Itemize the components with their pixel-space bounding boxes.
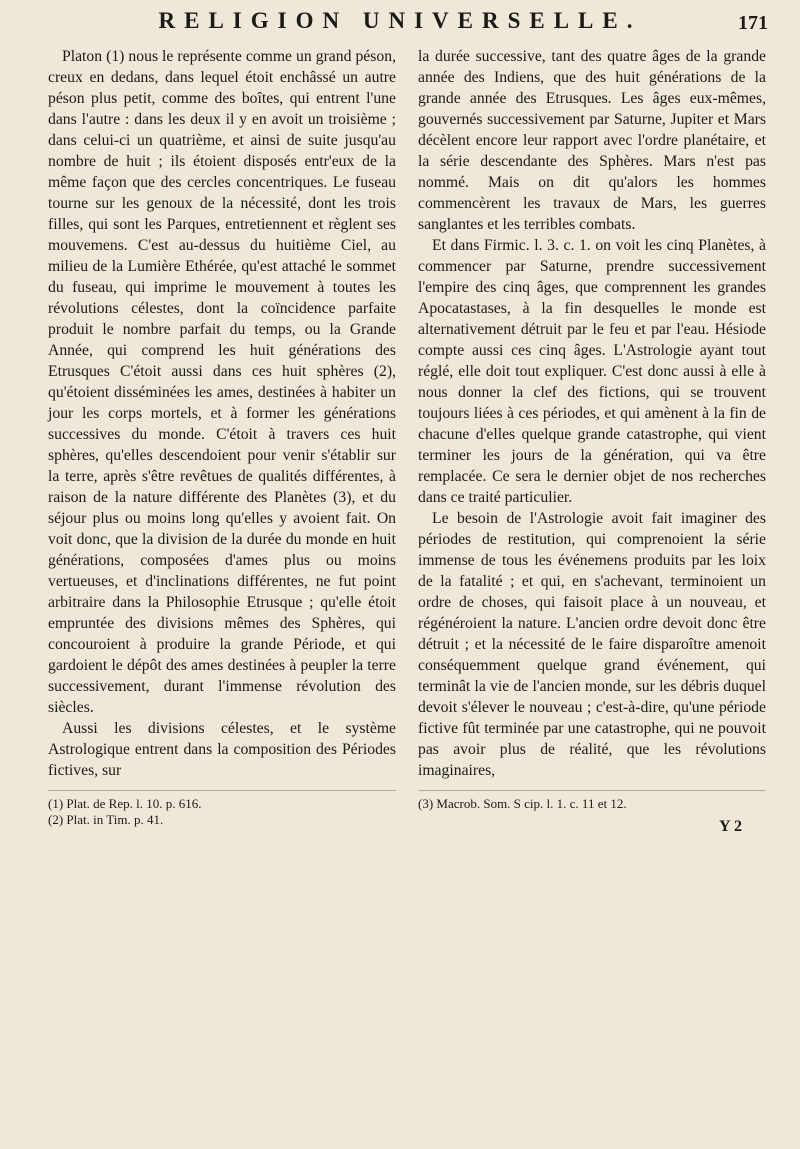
left-paragraph-2: Aussi les divisions célestes, et le système Astrologique entrent dans la composition des Périodes fictives, sur <box>48 720 396 779</box>
left-footnotes <box>48 790 396 828</box>
right-footnotes <box>418 790 766 812</box>
right-paragraph-3: Le besoin de l'Astrologie avoit fait imaginer des périodes de restitution, qui comprenoient la série immense de tous les événemens produits par les loix de la fatalité ; et qui, en s'achevant, terminoient un ordre de choses, qui faisoit place à un nouveau, et régénéroient la nature. L'ancien ordre devoit donc être détruit ; et la nécessité de le faire disparoître amenoit conséquemment quelque grand événement, qui terminât la vie de l'ancien monde, sur les débris duquel devoit s'élever le nouveau ; c'est-à-dire, qu'une période fictive fût terminée par une catastrophe, qui ne pouvoit pas avoir plus de réalité, que les révolutions imaginaires, <box>418 510 766 779</box>
right-paragraph-1: la durée successive, tant des quatre âges de la grande année des Indiens, que des huit générations de la grande année des Etrusques. Les âges eux-mêmes, gouvernés successivement par Saturne, Jupiter et Mars décèlent encore leur rapport avec l'ordre planétaire, et la série descendante des Sphères. Mars n'est pas nommé. Mais on dit qu'alors les hommes commencèrent les travaux de Mars, les guerres sanglantes et les terribles combats. <box>418 48 766 233</box>
right-paragraph-2: Et dans Firmic. l. 3. c. 1. on voit les cinq Planètes, à commencer par Saturne, prendre successivement l'empire des cinq âges, que comprennent les grandes Apocatastases, à la fin desquelles le monde est alternativement détruit par le feu et par l'eau. Hésiode compte aussi ces cinq âges. L'Astrologie ayant tout réglé, elle doit tout expliquer. C'est donc aussi à elle à nous donner la clef des fictions, qui se trouvent toujours liées à ces périodes, et qui amènent à la fin de chacune d'elles quelque grande catastrophe, qui vient terminer les jours de la génération, qui va être remplacée. Ce sera le dernier objet de nos recherches dans ce traité particulier. <box>418 237 766 506</box>
page-number: 171 <box>738 12 768 34</box>
footnote-3: (3) Macrob. Som. S cip. l. 1. c. 11 et 12. <box>418 796 627 811</box>
left-paragraph-1: Platon (1) nous le représente comme un grand péson, creux en dedans, dans lequel étoit enchâssé un autre péson plus petit, comme des boîtes, qui entrent l'une dans l'autre : dans les deux il y en avoit un troisième ; dans celui-ci un quatrième, et ainsi de suite jusqu'au nombre de huit ; ils étoient disposés entr'eux de la même façon que des cercles concentriques. Le fuseau tourne sur les genoux de la nécessité, dont les trois filles, qui sont les Parques, entretiennent et règlent ses mouvemens. C'est au-dessus du huitième Ciel, au milieu de la Lumière Ethérée, qu'est attaché le sommet du fuseau, qui imprime le mouvement à toutes les révolutions célestes, dont la coïncidence parfaite produit le nombre parfait du temps, ou la Grande Année, qui comprend les huit générations des Etrusques C'étoit aussi dans ces huit sphères (2), qu'étoient disséminées les ames, destinées à habiter un jour les corps mortels, et à former les générations successives du monde. C'étoit à travers ces huit sphères, qu'elles descendoient pour venir s'établir sur la terre, après s'être revêtues de qualités différentes, à raison de la nature différente des Planètes (3), et du séjour plus ou moins long qu'elles y avoient fait. On voit donc, que la division de la durée du monde en huit générations, composées d'ames plus ou moins vertueuses, et d'inclinations différentes, ne fut point arbitraire dans la Philosophie Etrusque ; qu'elle étoit empruntée des divisions mêmes des Sphères, qui concouroient à produire la grande Période, et qui gardoient le dépôt des ames destinées à peupler la terre successivement, durant l'immense révolution des siècles. <box>48 48 396 716</box>
right-column <box>418 46 766 836</box>
left-column <box>48 46 396 828</box>
running-title: RELIGION UNIVERSELLE. <box>158 8 642 33</box>
signature-mark: Y 2 <box>719 818 742 835</box>
footnote-2: (2) Plat. in Tim. p. 41. <box>48 812 164 827</box>
footnote-1: (1) Plat. de Rep. l. 10. p. 616. <box>48 796 202 811</box>
